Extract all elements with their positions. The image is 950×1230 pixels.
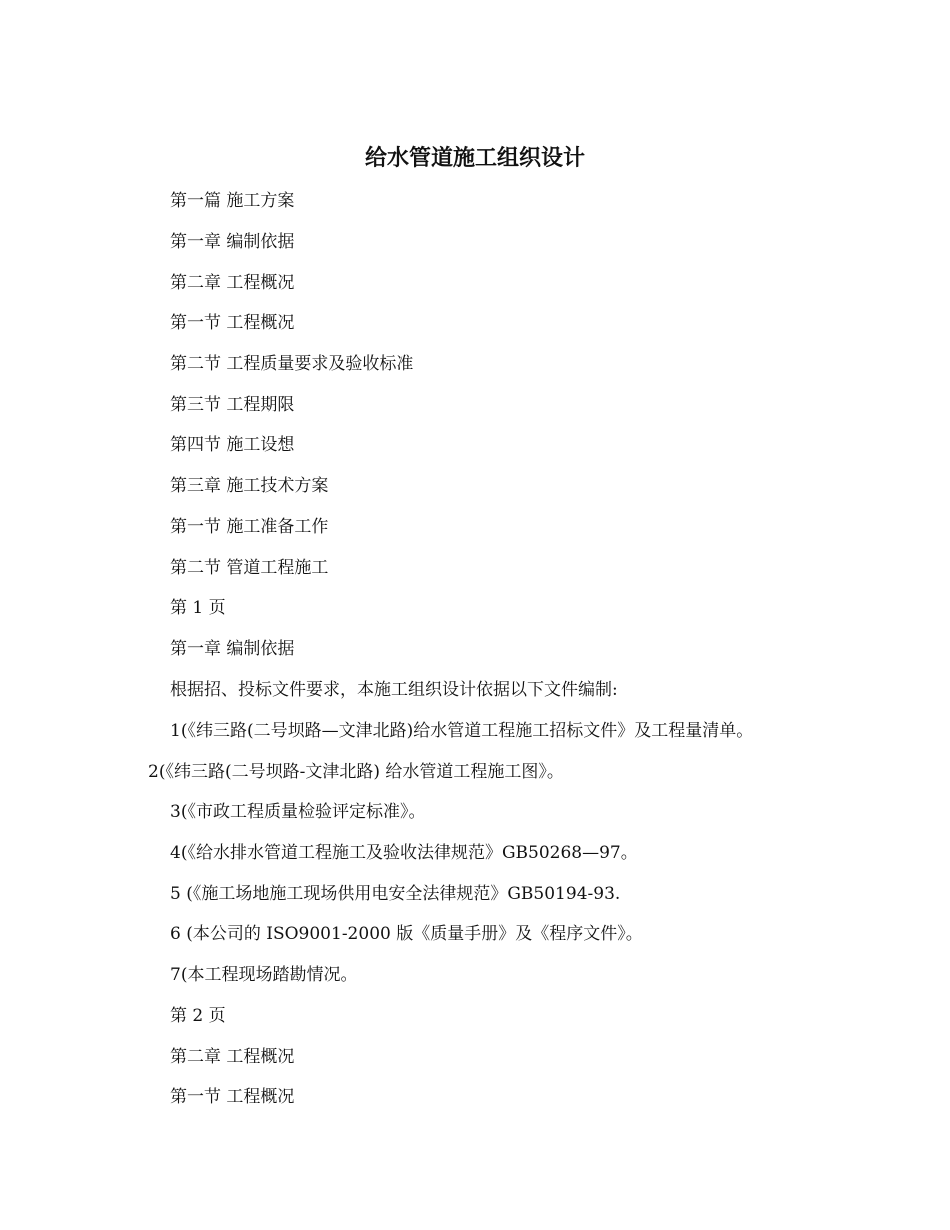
toc-chapter-2-section-2: 第二节 工程质量要求及验收标准 [170, 354, 414, 374]
page-number-2: 第 2 页 [170, 1006, 226, 1026]
toc-chapter-2-section-1: 第一节 工程概况 [170, 313, 295, 333]
basis-item-4: 4(《给水排水管道工程施工及验收法律规范》GB50268—97。 [170, 843, 638, 863]
toc-chapter-3: 第三章 施工技术方案 [170, 476, 329, 496]
chapter-1-heading: 第一章 编制依据 [170, 639, 295, 659]
toc-chapter-3-section-1: 第一节 施工准备工作 [170, 517, 329, 537]
basis-item-3: 3(《市政工程质量检验评定标准》。 [170, 802, 426, 822]
toc-chapter-3-section-2: 第二节 管道工程施工 [170, 558, 329, 578]
basis-item-7: 7(本工程现场踏勘情况。 [170, 965, 358, 985]
chapter-1-intro: 根据招、投标文件要求，本施工组织设计依据以下文件编制: [170, 680, 618, 700]
toc-chapter-2-section-4: 第四节 施工设想 [170, 435, 295, 455]
page-number-1: 第 1 页 [170, 598, 226, 618]
chapter-2-section-1-heading: 第一节 工程概况 [170, 1087, 295, 1107]
document-title: 给水管道施工组织设计 [364, 145, 585, 171]
chapter-2-heading: 第二章 工程概况 [170, 1047, 295, 1067]
toc-chapter-2: 第二章 工程概况 [170, 273, 295, 293]
basis-item-2: 2(《纬三路(二号坝路-文津北路) 给水管道工程施工图》。 [148, 762, 564, 782]
basis-item-6: 6 (本公司的 ISO9001-2000 版《质量手册》及《程序文件》。 [170, 924, 643, 944]
toc-part-1: 第一篇 施工方案 [170, 191, 295, 211]
basis-item-5: 5 (《施工场地施工现场供用电安全法律规范》GB50194-93. [170, 884, 621, 904]
toc-chapter-2-section-3: 第三节 工程期限 [170, 395, 295, 415]
toc-chapter-1: 第一章 编制依据 [170, 232, 295, 252]
basis-item-1: 1(《纬三路(二号坝路—文津北路)给水管道工程施工招标文件》及工程量清单。 [170, 721, 754, 741]
